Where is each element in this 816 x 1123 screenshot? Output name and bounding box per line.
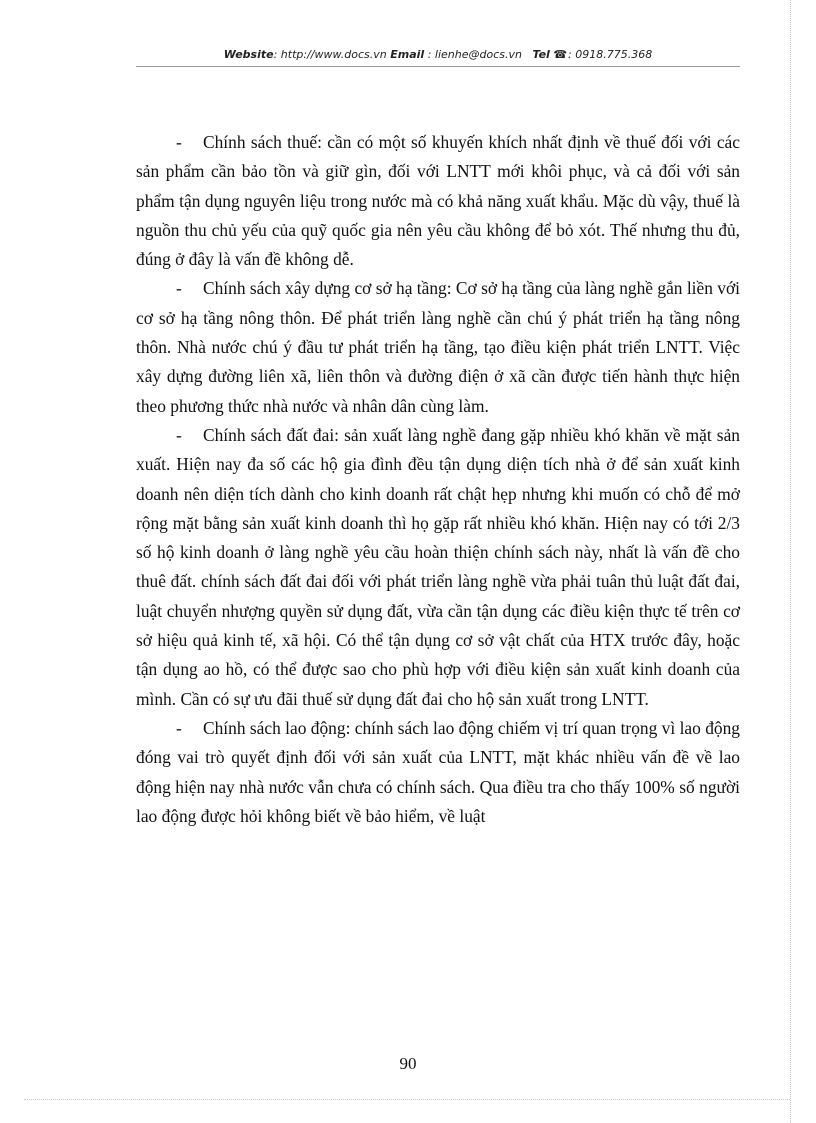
- bullet-dash: -: [176, 132, 182, 152]
- bullet-dash: -: [176, 424, 182, 445]
- page-edge-bottom: [24, 1099, 790, 1100]
- bullet-dash: -: [176, 717, 182, 738]
- paragraph-infrastructure-policy: [136, 274, 740, 420]
- website-label: Website: [223, 48, 274, 61]
- paragraph-text: Chính sách lao động: chính sách lao động chiếm vị trí quan trọng vì lao động đóng vai trò quyết định đối với sản xuất của LNTT, mặt khác nhiều vấn đề về lao động hiện nay nhà nước vẫn chưa có chính sách. Qua điều tra cho thấy 100% số người lao động được hỏi không biết về bảo hiểm, về luật: [136, 717, 740, 826]
- page-number: 90: [399, 1054, 417, 1073]
- bullet-dash: -: [176, 278, 182, 299]
- paragraph-text: Chính sách thuế: cần có một số khuyến khích nhất định về thuế đối với các sản phẩm cần bảo tồn và giữ gìn, đối với LNTT mới khôi phục, và cả đối với sản phẩm tận dụng nguyên liệu trong nước mà có khả năng xuất khẩu. Mặc dù vậy, thuế là nguồn thu chủ yếu của quỹ quốc gia nên yêu cầu không để bỏ xót. Thế nhưng thu đủ, đúng ở đây là vấn đề không dễ.: [136, 132, 740, 270]
- email-label: Email: [390, 48, 425, 61]
- phone-icon: ☎: [553, 48, 568, 61]
- paragraph-labor-policy: [136, 714, 740, 831]
- paragraph-text: Chính sách xây dựng cơ sở hạ tầng: Cơ sở hạ tầng của làng nghề gắn liền với cơ sở hạ tầng nông thôn. Để phát triển làng nghề cần chú ý phát triển hạ tầng nông thôn. Nhà nước chú ý đầu tư phát triển hạ tầng, tạo điều kiện phát triển LNTT. Việc xây dựng đường liên xã, liên thôn và đường điện ở xã cần được tiến hành thực hiện theo phương thức nhà nước và nhân dân cùng làm.: [136, 278, 740, 416]
- website-value: : http://www.docs.vn: [273, 48, 387, 61]
- tel-value: : 0918.775.368: [568, 48, 653, 61]
- email-value: : lienhe@docs.vn: [424, 48, 522, 61]
- tel-label: Tel: [532, 48, 550, 61]
- page-edge-right: [790, 0, 791, 1123]
- page-header: [136, 44, 740, 67]
- paragraph-text: Chính sách đất đai: sản xuất làng nghề đang gặp nhiều khó khăn về mặt sản xuất. Hiện nay đa số các hộ gia đình đều tận dụng diện tích nhà ở để sản xuất kinh doanh nên diện tích dành cho kinh doanh rất chật hẹp nhưng khi muốn có chỗ để mở rộng mặt bằng sản xuất kinh doanh thì họ gặp rất nhiều khó khăn. Hiện nay có tới 2/3 số hộ kinh doanh ở làng nghề yêu cầu hoàn thiện chính sách này, nhất là vấn đề cho thuê đất. chính sách đất đai đối với phát triển làng nghề vừa phải tuân thủ luật đất đai, luật chuyển nhượng quyền sử dụng đất, vừa cần tận dụng các điều kiện thực tế trên cơ sở hiệu quả kinh tế, xã hội. Có thể tận dụng cơ sở vật chất của HTX trước đây, hoặc tận dụng ao hồ, có thể được sao cho phù hợp với điều kiện sản xuất kinh doanh của mình. Cần có sự ưu đãi thuế sử dụng đất đai cho hộ sản xuất trong LNTT.: [136, 424, 740, 709]
- paragraph-land-policy: [136, 421, 740, 714]
- document-body: [136, 128, 740, 831]
- paragraph-tax-policy: [136, 128, 740, 274]
